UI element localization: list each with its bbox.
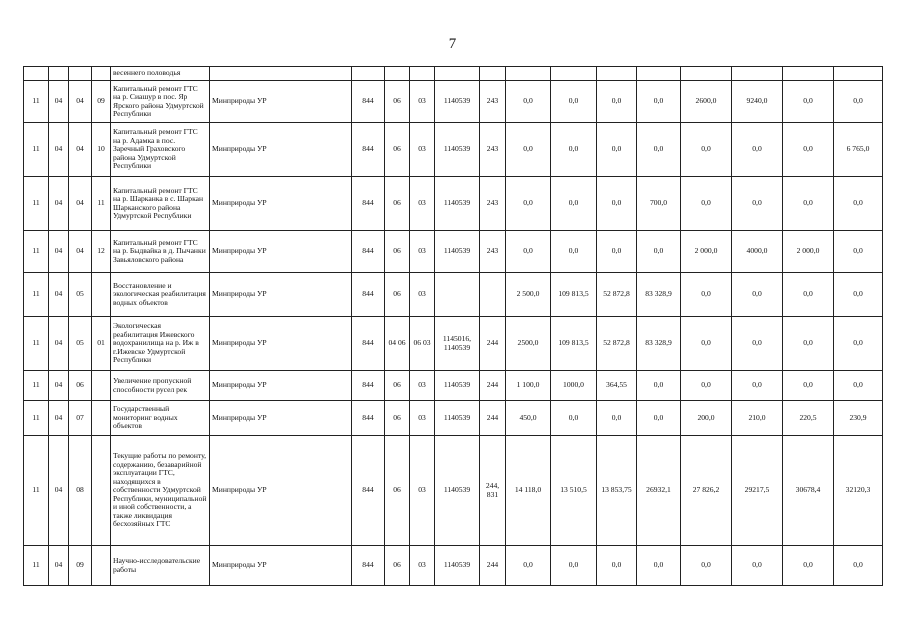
cell-c1: 11 bbox=[24, 371, 49, 401]
cell-y6: 210,0 bbox=[732, 401, 783, 436]
table-row bbox=[24, 273, 883, 317]
cell-y5: 0,0 bbox=[681, 177, 732, 231]
cell-y4: 26932,1 bbox=[637, 436, 681, 546]
cell-c4 bbox=[92, 436, 111, 546]
cell-c1 bbox=[24, 67, 49, 81]
cell-y8: 0,0 bbox=[834, 231, 883, 273]
cell-y6 bbox=[732, 67, 783, 81]
cell-name: Капитальный ремонт ГТС на р. Сиашур в пос. Яр Ярского района Удмуртской Республики bbox=[111, 81, 210, 123]
cell-y2: 0,0 bbox=[551, 123, 597, 177]
cell-c4: 10 bbox=[92, 123, 111, 177]
cell-c2: 04 bbox=[49, 177, 69, 231]
cell-name: Научно-исследовательские работы bbox=[111, 546, 210, 586]
cell-rz: 04 06 bbox=[385, 317, 410, 371]
cell-c4: 12 bbox=[92, 231, 111, 273]
cell-c3: 04 bbox=[69, 81, 92, 123]
table-row bbox=[24, 177, 883, 231]
cell-y3 bbox=[597, 67, 637, 81]
cell-y1: 450,0 bbox=[506, 401, 551, 436]
cell-y2: 0,0 bbox=[551, 81, 597, 123]
cell-pr: 03 bbox=[410, 81, 435, 123]
cell-y5: 27 826,2 bbox=[681, 436, 732, 546]
cell-grbs bbox=[352, 67, 385, 81]
cell-c1: 11 bbox=[24, 401, 49, 436]
cell-y1: 0,0 bbox=[506, 123, 551, 177]
cell-y1: 2500,0 bbox=[506, 317, 551, 371]
cell-y5: 200,0 bbox=[681, 401, 732, 436]
cell-y2: 13 510,5 bbox=[551, 436, 597, 546]
cell-y5: 0,0 bbox=[681, 546, 732, 586]
cell-c3: 05 bbox=[69, 317, 92, 371]
cell-c1: 11 bbox=[24, 81, 49, 123]
table-row bbox=[24, 81, 883, 123]
cell-y6: 4000,0 bbox=[732, 231, 783, 273]
cell-c1: 11 bbox=[24, 317, 49, 371]
cell-y2: 109 813,5 bbox=[551, 317, 597, 371]
cell-y1: 2 500,0 bbox=[506, 273, 551, 317]
cell-y7: 2 000,0 bbox=[783, 231, 834, 273]
cell-y8: 0,0 bbox=[834, 317, 883, 371]
cell-org: Минприроды УР bbox=[210, 436, 352, 546]
cell-c2: 04 bbox=[49, 401, 69, 436]
cell-c3: 04 bbox=[69, 177, 92, 231]
cell-c1: 11 bbox=[24, 231, 49, 273]
table-row bbox=[24, 546, 883, 586]
cell-c1: 11 bbox=[24, 177, 49, 231]
cell-rz: 06 bbox=[385, 436, 410, 546]
cell-vr: 244, 831 bbox=[480, 436, 506, 546]
table-row bbox=[24, 401, 883, 436]
cell-c3: 07 bbox=[69, 401, 92, 436]
page-number: 7 bbox=[448, 36, 457, 52]
cell-name: весеннего половодья bbox=[111, 67, 210, 81]
cell-grbs: 844 bbox=[352, 371, 385, 401]
cell-y4: 0,0 bbox=[637, 81, 681, 123]
cell-c4: 11 bbox=[92, 177, 111, 231]
cell-grbs: 844 bbox=[352, 317, 385, 371]
table-row bbox=[24, 123, 883, 177]
cell-org: Минприроды УР bbox=[210, 177, 352, 231]
cell-cs bbox=[435, 67, 480, 81]
cell-cs: 1140539 bbox=[435, 401, 480, 436]
cell-y7: 0,0 bbox=[783, 177, 834, 231]
cell-c3: 04 bbox=[69, 231, 92, 273]
cell-pr: 03 bbox=[410, 231, 435, 273]
cell-cs: 1140539 bbox=[435, 371, 480, 401]
cell-c4 bbox=[92, 273, 111, 317]
cell-rz: 06 bbox=[385, 401, 410, 436]
cell-y2: 1000,0 bbox=[551, 371, 597, 401]
cell-c2: 04 bbox=[49, 81, 69, 123]
cell-c4 bbox=[92, 401, 111, 436]
cell-y2: 0,0 bbox=[551, 231, 597, 273]
cell-y7 bbox=[783, 67, 834, 81]
cell-y2: 0,0 bbox=[551, 401, 597, 436]
cell-c4: 01 bbox=[92, 317, 111, 371]
cell-c2 bbox=[49, 67, 69, 81]
cell-org: Минприроды УР bbox=[210, 273, 352, 317]
cell-c2: 04 bbox=[49, 317, 69, 371]
cell-rz: 06 bbox=[385, 177, 410, 231]
cell-c4 bbox=[92, 371, 111, 401]
cell-vr bbox=[480, 67, 506, 81]
cell-rz: 06 bbox=[385, 371, 410, 401]
cell-y5: 0,0 bbox=[681, 371, 732, 401]
cell-vr: 243 bbox=[480, 81, 506, 123]
cell-rz: 06 bbox=[385, 546, 410, 586]
cell-c1: 11 bbox=[24, 123, 49, 177]
cell-y6: 29217,5 bbox=[732, 436, 783, 546]
cell-y4: 700,0 bbox=[637, 177, 681, 231]
cell-y3: 0,0 bbox=[597, 81, 637, 123]
cell-vr: 243 bbox=[480, 123, 506, 177]
cell-y6: 9240,0 bbox=[732, 81, 783, 123]
cell-grbs: 844 bbox=[352, 123, 385, 177]
cell-y8: 230,9 bbox=[834, 401, 883, 436]
cell-grbs: 844 bbox=[352, 231, 385, 273]
cell-name: Экологическая реабилитация Ижевского водохранилища на р. Иж в г.Ижевске Удмуртской Республики bbox=[111, 317, 210, 371]
cell-pr: 03 bbox=[410, 401, 435, 436]
cell-y3: 0,0 bbox=[597, 177, 637, 231]
cell-cs: 1140539 bbox=[435, 231, 480, 273]
cell-c1: 11 bbox=[24, 273, 49, 317]
cell-org: Минприроды УР bbox=[210, 546, 352, 586]
cell-c2: 04 bbox=[49, 231, 69, 273]
cell-c2: 04 bbox=[49, 436, 69, 546]
cell-y6: 0,0 bbox=[732, 546, 783, 586]
cell-org bbox=[210, 67, 352, 81]
cell-cs: 1140539 bbox=[435, 546, 480, 586]
cell-y7: 0,0 bbox=[783, 81, 834, 123]
cell-y7: 0,0 bbox=[783, 123, 834, 177]
cell-grbs: 844 bbox=[352, 81, 385, 123]
cell-y6: 0,0 bbox=[732, 273, 783, 317]
cell-y7: 30678,4 bbox=[783, 436, 834, 546]
cell-org: Минприроды УР bbox=[210, 371, 352, 401]
cell-y1: 0,0 bbox=[506, 177, 551, 231]
cell-pr: 03 bbox=[410, 436, 435, 546]
cell-y5 bbox=[681, 67, 732, 81]
cell-c2: 04 bbox=[49, 546, 69, 586]
cell-grbs: 844 bbox=[352, 273, 385, 317]
cell-rz: 06 bbox=[385, 231, 410, 273]
cell-name: Увеличение пропускной способности русел рек bbox=[111, 371, 210, 401]
cell-pr: 03 bbox=[410, 546, 435, 586]
cell-y7: 220,5 bbox=[783, 401, 834, 436]
cell-y8: 0,0 bbox=[834, 546, 883, 586]
program-budget-table bbox=[23, 66, 883, 586]
cell-pr: 03 bbox=[410, 123, 435, 177]
cell-y8: 32120,3 bbox=[834, 436, 883, 546]
cell-y3: 0,0 bbox=[597, 231, 637, 273]
cell-rz: 06 bbox=[385, 81, 410, 123]
cell-y5: 2600,0 bbox=[681, 81, 732, 123]
cell-cs: 1140539 bbox=[435, 436, 480, 546]
cell-org: Минприроды УР bbox=[210, 317, 352, 371]
cell-c4 bbox=[92, 67, 111, 81]
cell-org: Минприроды УР bbox=[210, 81, 352, 123]
table-row bbox=[24, 371, 883, 401]
cell-name: Текущие работы по ремонту, содержанию, безаварийной эксплуатации ГТС, находящихся в собственности Удмуртской Республики, муниципальной и иной собственности, а также ликвидация бесхозяйных ГТС bbox=[111, 436, 210, 546]
cell-y1 bbox=[506, 67, 551, 81]
cell-org: Минприроды УР bbox=[210, 231, 352, 273]
cell-y4: 83 328,9 bbox=[637, 273, 681, 317]
cell-y2 bbox=[551, 67, 597, 81]
cell-c3: 06 bbox=[69, 371, 92, 401]
cell-org: Минприроды УР bbox=[210, 123, 352, 177]
cell-y5: 2 000,0 bbox=[681, 231, 732, 273]
cell-c2: 04 bbox=[49, 273, 69, 317]
cell-y7: 0,0 bbox=[783, 546, 834, 586]
cell-vr: 244 bbox=[480, 546, 506, 586]
cell-y8: 0,0 bbox=[834, 81, 883, 123]
cell-y8: 0,0 bbox=[834, 273, 883, 317]
cell-y3: 52 872,8 bbox=[597, 273, 637, 317]
cell-y1: 14 118,0 bbox=[506, 436, 551, 546]
cell-cs: 1140539 bbox=[435, 123, 480, 177]
cell-y3: 0,0 bbox=[597, 123, 637, 177]
cell-c3: 04 bbox=[69, 123, 92, 177]
cell-y3: 364,55 bbox=[597, 371, 637, 401]
cell-vr: 244 bbox=[480, 401, 506, 436]
cell-y3: 52 872,8 bbox=[597, 317, 637, 371]
cell-y6: 0,0 bbox=[732, 371, 783, 401]
cell-name: Восстановление и экологическая реабилитация водных объектов bbox=[111, 273, 210, 317]
cell-y5: 0,0 bbox=[681, 273, 732, 317]
cell-y6: 0,0 bbox=[732, 317, 783, 371]
cell-y7: 0,0 bbox=[783, 317, 834, 371]
cell-y6: 0,0 bbox=[732, 123, 783, 177]
cell-pr: 06 03 bbox=[410, 317, 435, 371]
cell-y4: 0,0 bbox=[637, 371, 681, 401]
cell-y8: 0,0 bbox=[834, 177, 883, 231]
cell-y7: 0,0 bbox=[783, 273, 834, 317]
cell-y4: 0,0 bbox=[637, 231, 681, 273]
cell-y3: 0,0 bbox=[597, 401, 637, 436]
cell-y4 bbox=[637, 67, 681, 81]
cell-y6: 0,0 bbox=[732, 177, 783, 231]
cell-name: Государственный мониторинг водных объектов bbox=[111, 401, 210, 436]
cell-name: Капитальный ремонт ГТС на р. Быдвайка в д. Пычанки Завьяловского района bbox=[111, 231, 210, 273]
cell-y4: 0,0 bbox=[637, 401, 681, 436]
cell-name: Капитальный ремонт ГТС на р. Шарканка в с. Шаркан Шарканского района Удмуртской Республики bbox=[111, 177, 210, 231]
cell-vr: 244 bbox=[480, 317, 506, 371]
cell-rz bbox=[385, 67, 410, 81]
table-row bbox=[24, 67, 883, 81]
cell-c2: 04 bbox=[49, 123, 69, 177]
cell-y3: 13 853,75 bbox=[597, 436, 637, 546]
cell-c1: 11 bbox=[24, 436, 49, 546]
cell-y3: 0,0 bbox=[597, 546, 637, 586]
cell-y4: 0,0 bbox=[637, 123, 681, 177]
cell-pr: 03 bbox=[410, 177, 435, 231]
cell-grbs: 844 bbox=[352, 436, 385, 546]
cell-vr: 243 bbox=[480, 231, 506, 273]
cell-pr: 03 bbox=[410, 273, 435, 317]
cell-pr: 03 bbox=[410, 371, 435, 401]
cell-y1: 0,0 bbox=[506, 81, 551, 123]
cell-y8 bbox=[834, 67, 883, 81]
cell-vr: 243 bbox=[480, 177, 506, 231]
cell-c4 bbox=[92, 546, 111, 586]
cell-c3: 08 bbox=[69, 436, 92, 546]
cell-c1: 11 bbox=[24, 546, 49, 586]
cell-y8: 0,0 bbox=[834, 371, 883, 401]
cell-y2: 0,0 bbox=[551, 177, 597, 231]
cell-y4: 0,0 bbox=[637, 546, 681, 586]
cell-y8: 6 765,0 bbox=[834, 123, 883, 177]
cell-vr bbox=[480, 273, 506, 317]
cell-y1: 0,0 bbox=[506, 231, 551, 273]
cell-c3 bbox=[69, 67, 92, 81]
cell-y4: 83 328,9 bbox=[637, 317, 681, 371]
cell-y2: 109 813,5 bbox=[551, 273, 597, 317]
table-row bbox=[24, 436, 883, 546]
cell-grbs: 844 bbox=[352, 546, 385, 586]
cell-y5: 0,0 bbox=[681, 123, 732, 177]
table-row bbox=[24, 231, 883, 273]
cell-y5: 0,0 bbox=[681, 317, 732, 371]
cell-y1: 1 100,0 bbox=[506, 371, 551, 401]
cell-y2: 0,0 bbox=[551, 546, 597, 586]
cell-grbs: 844 bbox=[352, 177, 385, 231]
cell-y1: 0,0 bbox=[506, 546, 551, 586]
cell-cs: 1145016, 1140539 bbox=[435, 317, 480, 371]
cell-grbs: 844 bbox=[352, 401, 385, 436]
cell-c3: 09 bbox=[69, 546, 92, 586]
cell-rz: 06 bbox=[385, 123, 410, 177]
table-row bbox=[24, 317, 883, 371]
cell-rz: 06 bbox=[385, 273, 410, 317]
cell-y7: 0,0 bbox=[783, 371, 834, 401]
cell-cs: 1140539 bbox=[435, 177, 480, 231]
cell-pr bbox=[410, 67, 435, 81]
cell-c4: 09 bbox=[92, 81, 111, 123]
cell-cs: 1140539 bbox=[435, 81, 480, 123]
cell-org: Минприроды УР bbox=[210, 401, 352, 436]
cell-cs bbox=[435, 273, 480, 317]
cell-name: Капитальный ремонт ГТС на р. Адамка в пос. Заречный Граховского района Удмуртской Республики bbox=[111, 123, 210, 177]
cell-c2: 04 bbox=[49, 371, 69, 401]
cell-vr: 244 bbox=[480, 371, 506, 401]
cell-c3: 05 bbox=[69, 273, 92, 317]
